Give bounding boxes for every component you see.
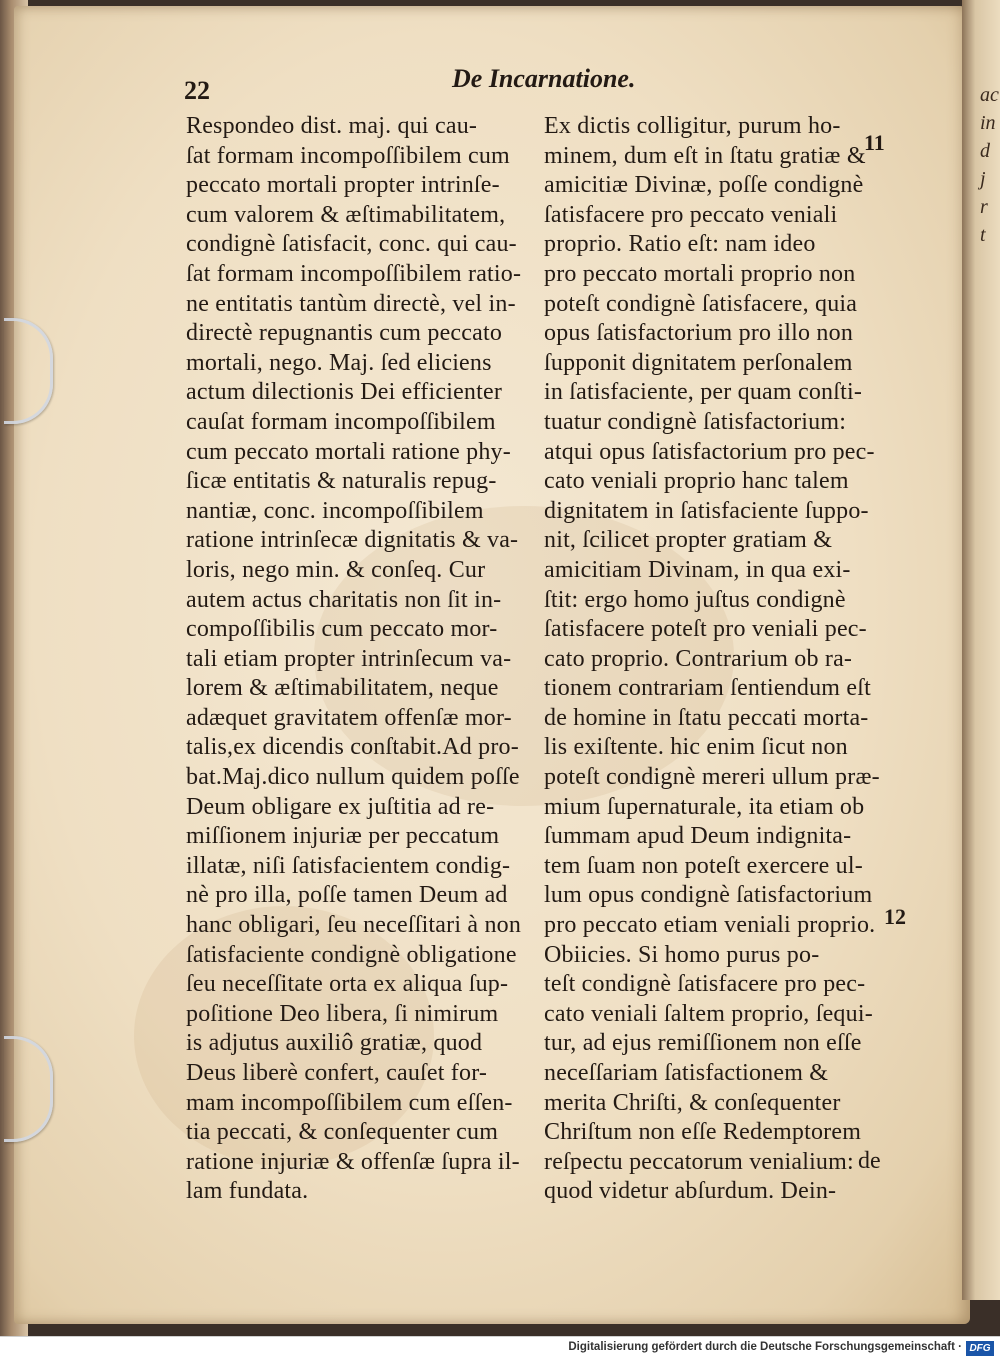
- text-line: miſſionem injuriæ per peccatum: [186, 823, 500, 850]
- text-line: poteſt condignè ſatisfacere, quia: [544, 290, 858, 317]
- text-line: ſummam apud Deum indignita-: [544, 823, 852, 850]
- text-line: poteſt condignè mereri ullum præ-: [544, 764, 880, 791]
- text-line: merita Chriſti, & conſequenter: [544, 1089, 841, 1116]
- text-line: pro peccato mortali proprio non: [544, 260, 856, 287]
- text-line: tuatur condignè ſatisfactorium:: [544, 408, 847, 435]
- text-line: ne entitatis tantùm directè, vel in-: [186, 290, 516, 317]
- text-line: ſtit: ergo homo juſtus condignè: [544, 586, 846, 613]
- text-line: mium ſupernaturale, ita etiam ob: [544, 793, 865, 820]
- text-line: Deum obligare ex juſtitia ad re-: [186, 793, 495, 820]
- text-line: opus ſatisfactorium pro illo non: [544, 320, 854, 347]
- text-line: amicitiam Divinam, in qua exi-: [544, 556, 851, 583]
- facing-page-edge: ac in d j r t: [962, 0, 1000, 1300]
- text-line: ſatisfacere poteſt pro veniali pec-: [544, 616, 867, 643]
- dfg-logo: DFG: [966, 1341, 994, 1356]
- text-line: teſt condignè ſatisfacere pro pec-: [544, 971, 866, 998]
- margin-section-number: 12: [884, 904, 906, 929]
- text-line: ſatisfaciente condignè obligatione: [186, 941, 517, 968]
- text-line: Obiicies. Si homo purus po-: [544, 941, 820, 968]
- text-line: reſpectu peccatorum venialium:: [544, 1148, 854, 1175]
- text-line: illatæ, niſi ſatisfacientem condig-: [186, 852, 511, 879]
- text-line: cato veniali ſaltem proprio, ſequi-: [544, 1000, 873, 1027]
- running-head: De Incarnatione.: [452, 64, 636, 93]
- text-line: Ex dictis colligitur, purum ho-: [544, 113, 841, 139]
- left-text-column: [186, 112, 536, 1207]
- footer-credit: Digitalisierung gefördert durch die Deutsche Forschungsgemeinschaft ·: [568, 1341, 962, 1353]
- text-line: talis,ex dicendis conſtabit.Ad pro-: [186, 734, 519, 761]
- text-line: ſicæ entitatis & naturalis repug-: [186, 468, 497, 495]
- text-line: dignitatem in ſatisfaciente ſuppo-: [544, 497, 869, 524]
- page-number: 22: [184, 76, 210, 105]
- text-line: lis exiſtente. hic enim ſicut non: [544, 734, 848, 761]
- text-line: ſupponit dignitatem perſonalem: [544, 349, 853, 376]
- text-line: neceſſariam ſatisfactionem &: [544, 1060, 829, 1086]
- text-line: cum valorem & æſtimabilitatem,: [186, 201, 506, 228]
- text-line: nè pro illa, poſſe tamen Deum ad: [186, 882, 508, 909]
- text-line: quod videtur abſurdum. Dein-: [544, 1178, 837, 1205]
- text-line: lam fundata.: [186, 1178, 309, 1205]
- text-line: lum opus condignè ſatisfactorium: [544, 882, 873, 909]
- text-line: Respondeo dist. maj. qui cau-: [186, 113, 478, 139]
- margin-section-number: 11: [864, 130, 885, 155]
- text-line: nit, ſcilicet propter gratiam &: [544, 527, 833, 554]
- text-line: ſat formam incompoſſibilem cum: [186, 142, 510, 169]
- text-line: ſat formam incompoſſibilem ratio-: [186, 260, 522, 287]
- text-line: Deus liberè confert, cauſet for-: [186, 1060, 488, 1086]
- text-line: ratione injuriæ & offenſæ ſupra il-: [186, 1148, 520, 1175]
- text-line: nantiæ, conc. incompoſſibilem: [186, 497, 484, 524]
- text-line: poſitione Deo libera, ſi nimirum: [186, 1000, 499, 1027]
- text-line: bat.Maj.dico nullum quidem poſſe: [186, 764, 520, 791]
- text-line: actum dilectionis Dei efficienter: [186, 379, 503, 406]
- text-line: condignè ſatisfacit, conc. qui cau-: [186, 231, 517, 258]
- text-line: pro peccato etiam veniali proprio.: [544, 912, 876, 939]
- text-line: hanc obligari, ſeu neceſſitari à non: [186, 912, 522, 939]
- text-line: mam incompoſſibilem cum eſſen-: [186, 1089, 513, 1116]
- text-line: peccato mortali propter intrinſe-: [186, 172, 500, 199]
- text-line: cum peccato mortali ratione phy-: [186, 438, 511, 465]
- text-line: proprio. Ratio eſt: nam ideo: [544, 231, 816, 258]
- text-line: de homine in ſtatu peccati morta-: [544, 704, 869, 731]
- text-line: tia peccati, & conſequenter cum: [186, 1119, 499, 1146]
- text-line: loris, nego min. & conſeq. Cur: [186, 556, 486, 583]
- right-text-column: [544, 112, 892, 1207]
- text-line: cato veniali proprio hanc talem: [544, 468, 849, 495]
- text-line: directè repugnantis cum peccato: [186, 320, 503, 347]
- text-line: mortali, nego. Maj. ſed eliciens: [186, 349, 492, 376]
- digitization-footer: [0, 1336, 1000, 1361]
- text-line: in ſatisfaciente, per quam conſti-: [544, 379, 863, 406]
- text-line: ratione intrinſecæ dignitatis & va-: [186, 527, 519, 554]
- text-line: amicitiæ Divinæ, poſſe condignè: [544, 172, 864, 199]
- text-line: lorem & æſtimabilitatem, neque: [186, 675, 499, 702]
- text-line: atqui opus ſatisfactorium pro pec-: [544, 438, 875, 465]
- text-line: cauſat formam incompoſſibilem: [186, 408, 496, 435]
- text-line: Chriſtum non eſſe Redemptorem: [544, 1119, 862, 1146]
- text-line: tionem contrariam ſentiendum eſt: [544, 675, 871, 702]
- text-line: ſatisfacere pro peccato veniali: [544, 201, 838, 228]
- catchword: de: [858, 1148, 881, 1174]
- text-line: tali etiam propter intrinſecum va-: [186, 645, 512, 672]
- text-line: ſeu neceſſitate orta ex aliqua ſup-: [186, 971, 509, 998]
- text-line: is adjutus auxiliô gratiæ, quod: [186, 1030, 483, 1057]
- text-line: tur, ad ejus remiſſionem non eſſe: [544, 1030, 862, 1057]
- text-line: cato proprio. Contrarium ob ra-: [544, 645, 853, 672]
- text-line: tem ſuam non poteſt exercere ul-: [544, 852, 863, 879]
- text-line: minem, dum eſt in ſtatu gratiæ &: [544, 142, 866, 169]
- text-line: autem actus charitatis non ſit in-: [186, 586, 502, 613]
- text-line: compoſſibilis cum peccato mor-: [186, 616, 498, 643]
- text-line: adæquet gravitatem offenſæ mor-: [186, 704, 512, 731]
